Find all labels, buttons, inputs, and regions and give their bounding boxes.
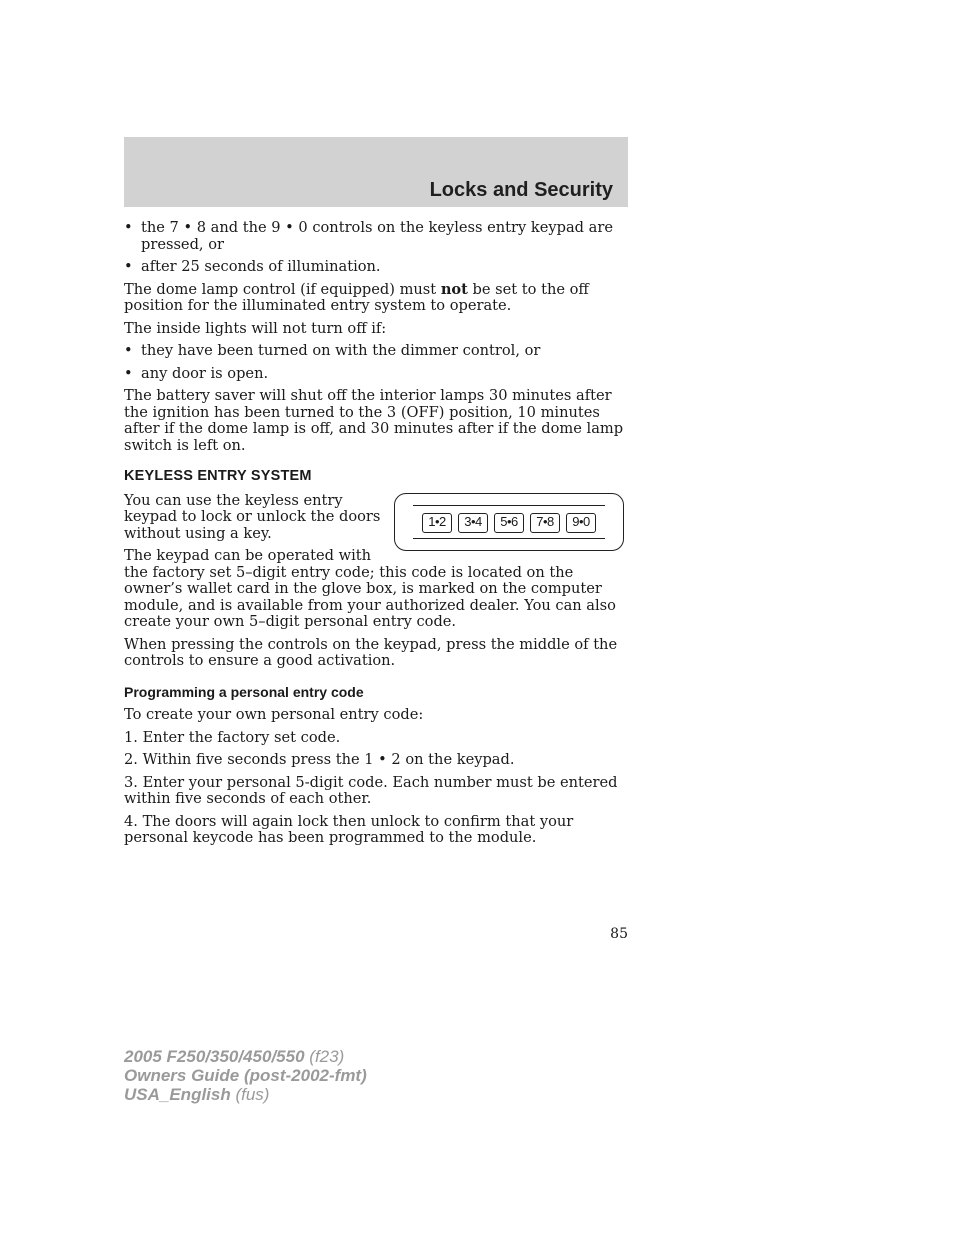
section-title: Locks and Security [429, 179, 613, 201]
section-header-band [124, 137, 628, 207]
keypad-key: 9•0 [566, 513, 596, 533]
battery-saver-paragraph: The battery saver will shut off the interior lamps 30 minutes after the ignition has been turned to the 3 (OFF) position, 10 minutes after if the dome lamp is off, and 30 minutes after if the dome lamp switch is left on. [124, 387, 624, 454]
programming-step: 4. The doors will again lock then unlock to confirm that your personal keycode has been programmed to the module. [124, 812, 574, 846]
footer-line-3 [124, 1085, 367, 1104]
bullet-text: any door is open. [141, 364, 269, 382]
bullet-text: the 7 • 8 and the 9 • 0 controls on the keyless entry keypad are pressed, or [141, 219, 613, 253]
bullet-icon: • [124, 364, 133, 382]
programming-heading: Programming a personal entry code [124, 683, 364, 700]
bullet-text: after 25 seconds of illumination. [141, 258, 381, 275]
dome-text-before: The dome lamp control (if equipped) must [124, 280, 441, 298]
bullet-text: they have been turned on with the dimmer control, or [141, 342, 541, 359]
footer-guide: Owners Guide (post-2002-fmt) [124, 1066, 367, 1085]
bullet-icon: • [124, 342, 133, 359]
bullet-icon: • [124, 258, 133, 275]
inside-lights-intro: The inside lights will not turn off if: [124, 319, 387, 337]
footer-model-code: (f23) [304, 1047, 345, 1066]
document-footer [124, 1047, 367, 1104]
footer-model: 2005 F250/350/450/550 [124, 1047, 305, 1066]
programming-step: 2. Within five seconds press the 1 • 2 on the keypad. [124, 751, 515, 768]
dome-text-bold: not [440, 280, 468, 298]
keyless-paragraph-3: When pressing the controls on the keypad, press the middle of the controls to ensure a good activation. [124, 635, 618, 669]
programming-intro: To create your own personal entry code: [124, 706, 424, 723]
keypad-top-rule [413, 505, 605, 506]
footer-line-2 [124, 1066, 367, 1085]
programming-step: 3. Enter your personal 5-digit code. Each number must be entered within five seconds of each other. [124, 773, 618, 807]
footer-line-1 [124, 1047, 367, 1066]
keyless-paragraph-1: You can use the keyless entry keypad to lock or unlock the doors without using a key. [124, 491, 381, 542]
footer-language-code: (fus) [230, 1085, 270, 1104]
footer-language: USA_English [124, 1085, 231, 1104]
programming-step: 1. Enter the factory set code. [124, 728, 341, 746]
list-item [124, 220, 628, 253]
page-content [124, 220, 628, 853]
list-item [124, 366, 628, 383]
keypad-bottom-rule [413, 538, 605, 539]
keypad-key: 5•6 [494, 513, 524, 533]
keypad-illustration [392, 493, 628, 555]
keypad-key: 7•8 [530, 513, 560, 533]
dome-text-after: be set to the off position for the illuminated entry system to operate. [124, 280, 589, 314]
keypad-key: 1•2 [422, 513, 452, 533]
list-item [124, 259, 628, 276]
list-item [124, 343, 628, 360]
page-number: 85 [610, 926, 628, 942]
keypad-key: 3•4 [458, 513, 488, 533]
keypad-outline [394, 493, 624, 551]
keyless-entry-heading: KEYLESS ENTRY SYSTEM [124, 468, 312, 484]
keypad-keys [422, 513, 596, 533]
dome-lamp-paragraph [124, 282, 628, 315]
bullet-icon: • [124, 219, 133, 236]
keyless-paragraph-2: The keypad can be operated with the factory set 5–digit entry code; this code is located on the owner’s wallet card in the glove box, is marked on the computer module, and is available from your authorized dealer. You can also create your own 5–digit personal entry code. [124, 547, 616, 630]
